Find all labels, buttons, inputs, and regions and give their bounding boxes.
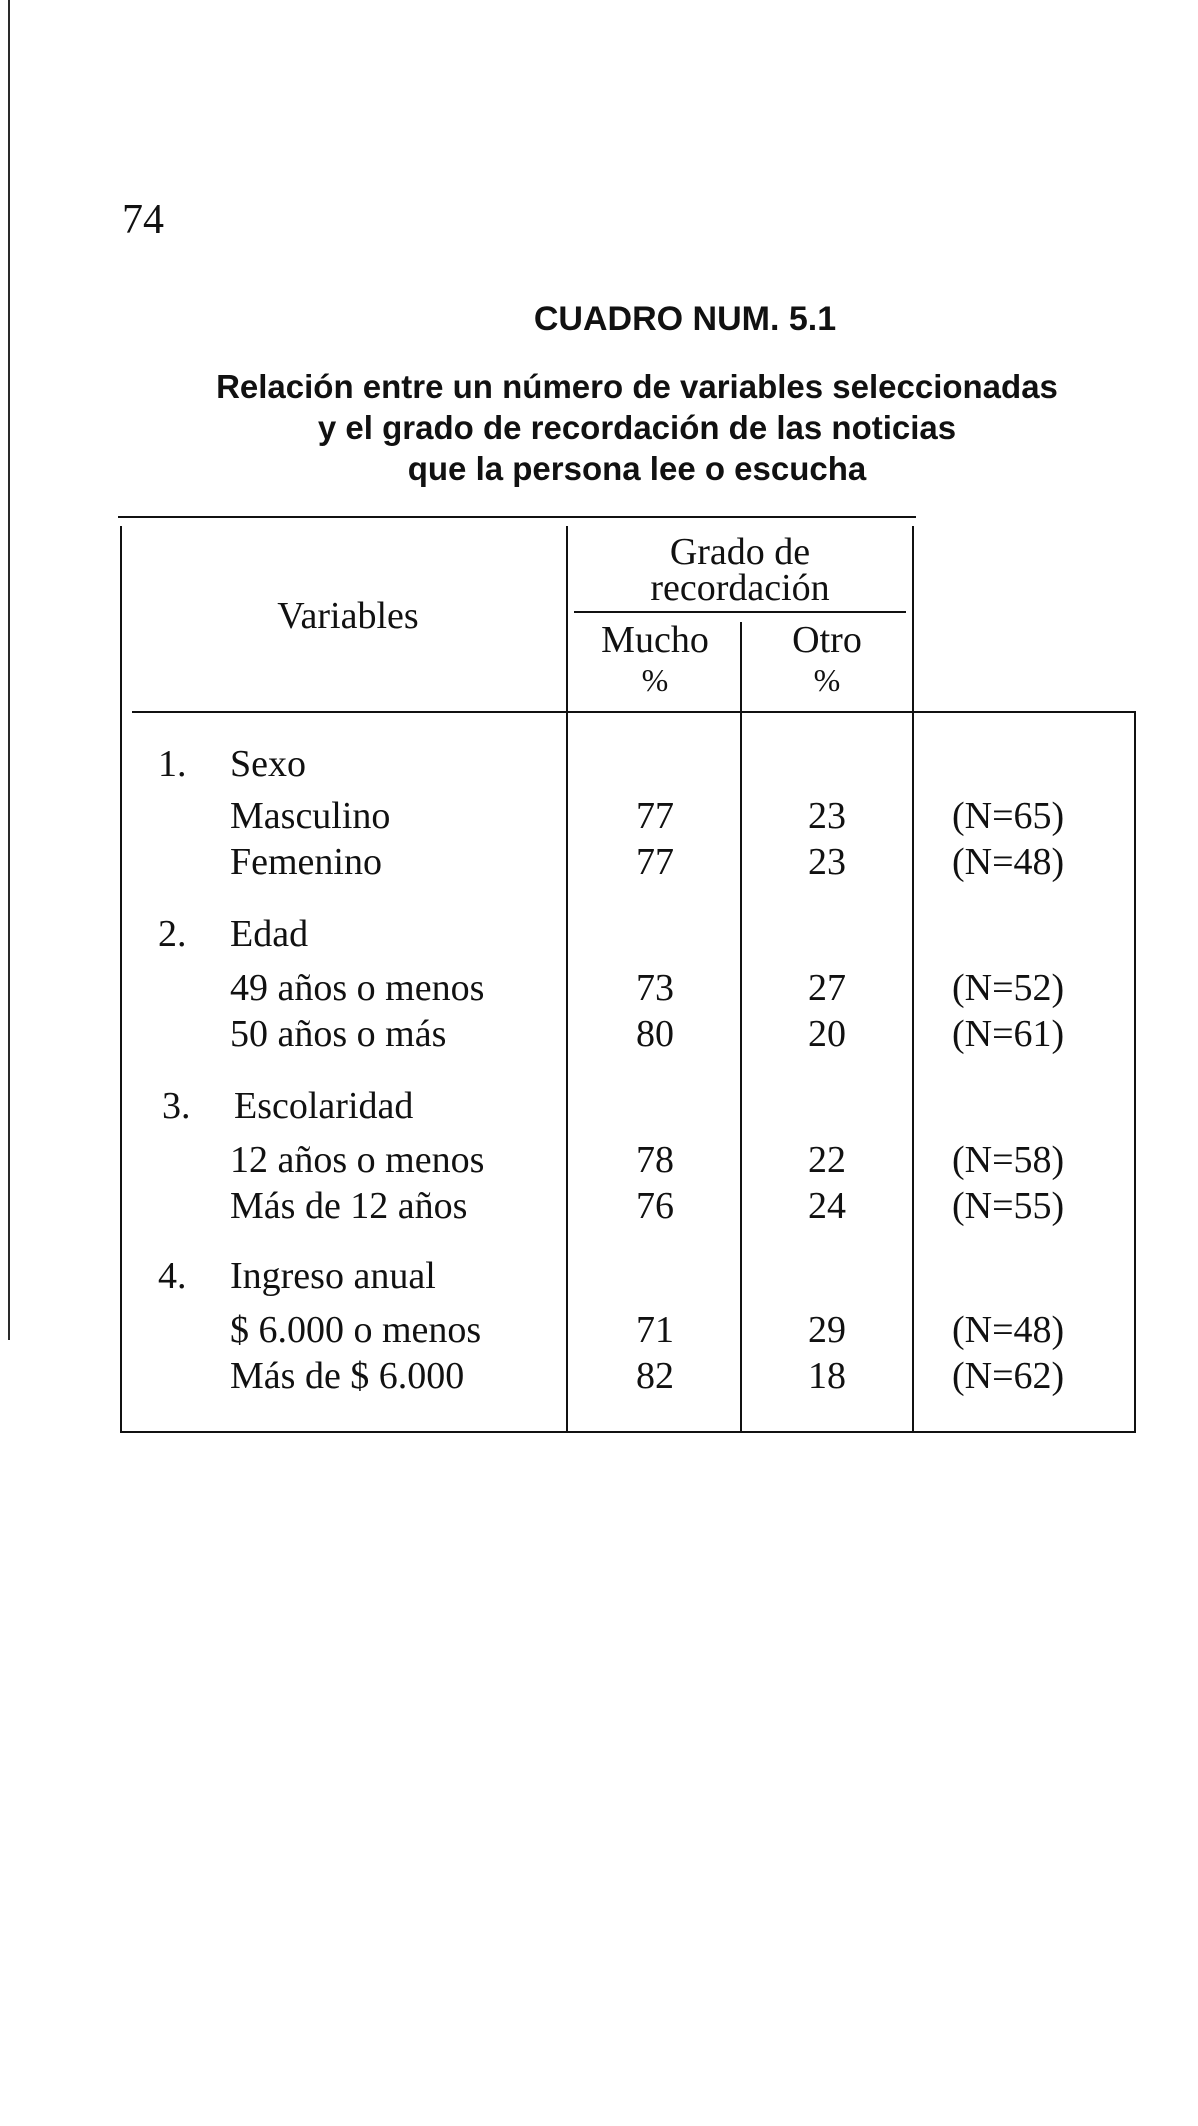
mucho-value: 73 bbox=[636, 967, 674, 1009]
variables-header: Variables bbox=[277, 595, 419, 637]
section-title: Escolaridad bbox=[234, 1085, 414, 1127]
n-value: (N=65) bbox=[952, 795, 1065, 837]
otro-value: 23 bbox=[808, 841, 846, 883]
otro-value: 20 bbox=[808, 1013, 846, 1055]
section-title: Ingreso anual bbox=[230, 1255, 436, 1297]
header-bottom-rule bbox=[132, 711, 1136, 713]
section-number: 4. bbox=[158, 1255, 187, 1297]
otro-value: 24 bbox=[808, 1185, 846, 1227]
n-value: (N=62) bbox=[952, 1355, 1065, 1397]
page-left-edge bbox=[8, 0, 10, 1340]
mucho-value: 82 bbox=[636, 1355, 674, 1397]
mucho-value: 77 bbox=[636, 841, 674, 883]
row-label: Masculino bbox=[230, 795, 391, 837]
section-number: 3. bbox=[162, 1085, 191, 1127]
n-value: (N=55) bbox=[952, 1185, 1065, 1227]
column-divider-variables bbox=[566, 526, 568, 1432]
mucho-value: 76 bbox=[636, 1185, 674, 1227]
otro-value: 27 bbox=[808, 967, 846, 1009]
column-divider-otro-n bbox=[912, 526, 914, 1432]
otro-value: 23 bbox=[808, 795, 846, 837]
table-right-border bbox=[1134, 712, 1136, 1432]
mucho-value: 71 bbox=[636, 1309, 674, 1351]
n-value: (N=61) bbox=[952, 1013, 1065, 1055]
otro-header: Otro bbox=[792, 619, 862, 661]
row-label: 49 años o menos bbox=[230, 967, 485, 1009]
row-label: Más de 12 años bbox=[230, 1185, 468, 1227]
row-label: Más de $ 6.000 bbox=[230, 1355, 465, 1397]
table-number: CUADRO NUM. 5.1 bbox=[533, 300, 837, 338]
page-number: 74 bbox=[122, 197, 164, 243]
mucho-value: 77 bbox=[636, 795, 674, 837]
section-title: Edad bbox=[230, 913, 309, 955]
row-label: Femenino bbox=[230, 841, 382, 883]
table-bottom-rule bbox=[120, 1431, 1136, 1433]
otro-unit: % bbox=[813, 662, 841, 698]
caption-line: y el grado de recordación de las noticias bbox=[317, 409, 957, 446]
section-number: 2. bbox=[158, 913, 187, 955]
table-top-rule bbox=[118, 516, 916, 518]
mucho-header: Mucho bbox=[601, 619, 709, 661]
mucho-unit: % bbox=[641, 662, 669, 698]
row-label: 12 años o menos bbox=[230, 1139, 485, 1181]
row-label: $ 6.000 o menos bbox=[230, 1309, 482, 1351]
otro-value: 18 bbox=[808, 1355, 846, 1397]
n-value: (N=58) bbox=[952, 1139, 1065, 1181]
row-label: 50 años o más bbox=[230, 1013, 447, 1055]
otro-value: 22 bbox=[808, 1139, 846, 1181]
section-title: Sexo bbox=[230, 743, 306, 785]
table-left-border bbox=[120, 526, 122, 1432]
group-header-line2: recordación bbox=[650, 567, 830, 609]
table-caption bbox=[38, 366, 1198, 489]
group-header-line1: Grado de bbox=[669, 531, 811, 573]
mucho-value: 78 bbox=[636, 1139, 674, 1181]
caption-line: Relación entre un número de variables seleccionadas bbox=[216, 368, 1058, 405]
n-value: (N=48) bbox=[952, 841, 1065, 883]
n-value: (N=48) bbox=[952, 1309, 1065, 1351]
n-value: (N=52) bbox=[952, 967, 1065, 1009]
mucho-value: 80 bbox=[636, 1013, 674, 1055]
section-number: 1. bbox=[158, 743, 187, 785]
otro-value: 29 bbox=[808, 1309, 846, 1351]
caption-line: que la persona lee o escucha bbox=[407, 450, 867, 487]
group-header-rule bbox=[574, 611, 906, 613]
